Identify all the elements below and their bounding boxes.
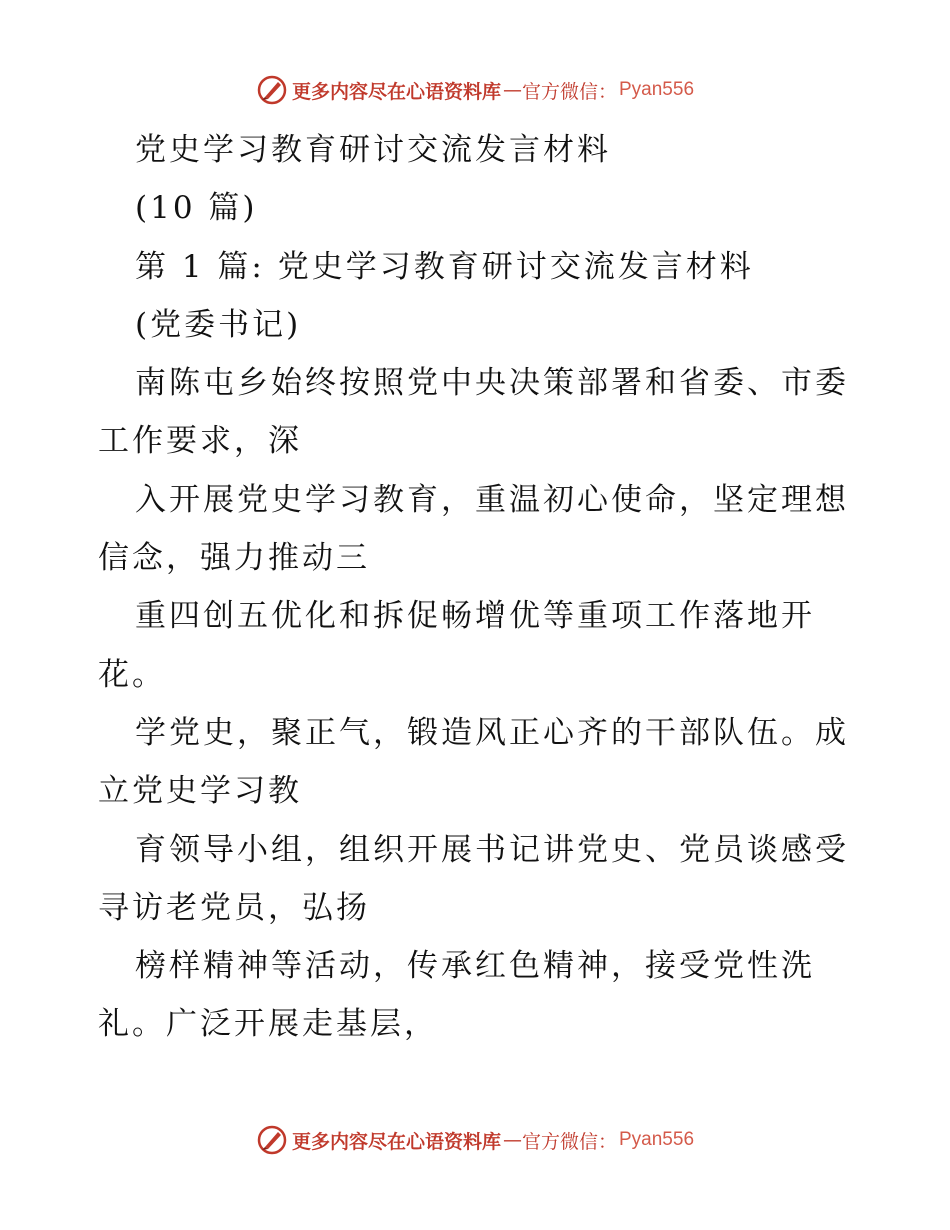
body-line: 花。 [98,656,166,693]
watermark-dash: — [502,79,520,101]
footer-watermark [0,1120,950,1160]
body-line: 重四创五优化和拆促畅增优等重项工作落地开 [135,598,815,635]
watermark-label: 官方微信： [521,80,617,103]
body-line: 寻访老党员，弘扬 [98,889,370,926]
document-title: 党史学习教育研讨交流发言材料 [135,132,611,168]
header-watermark [0,70,950,110]
body-line: 工作要求，深 [98,423,302,460]
body-line: 榜样精神等活动，传承红色精神，接受党性洗 [135,948,815,985]
watermark-label: 官方微信： [521,1130,617,1153]
section-author: (党委书记) [135,306,302,343]
body-line: 南陈屯乡始终按照党中央决策部署和省委、市委 [135,365,849,402]
pen-logo-icon [256,1124,288,1156]
body-line: 信念，强力推动三 [98,540,370,577]
body-line: 学党史，聚正气，锻造风正心齐的干部队伍。成 [135,714,849,751]
body-line: 立党史学习教 [98,773,302,810]
watermark-wechat-id: Pyan556 [619,79,695,100]
body-line: 入开展党史学习教育，重温初心使命，坚定理想 [135,481,849,518]
watermark-dash: — [502,1129,520,1151]
document-count: (10 篇) [135,190,258,227]
body-line: 育领导小组，组织开展书记讲党史、党员谈感受 [135,831,849,868]
watermark-site-text: 更多内容尽在心语资料库 [291,80,501,103]
body-line: 礼。广泛开展走基层， [98,1006,438,1043]
pen-logo-icon [256,74,288,106]
watermark-wechat-id: Pyan556 [619,1129,695,1150]
section-title: 第 1 篇: 党史学习教育研讨交流发言材料 [135,248,754,285]
document-body [98,121,858,1054]
watermark-site-text: 更多内容尽在心语资料库 [291,1130,501,1153]
